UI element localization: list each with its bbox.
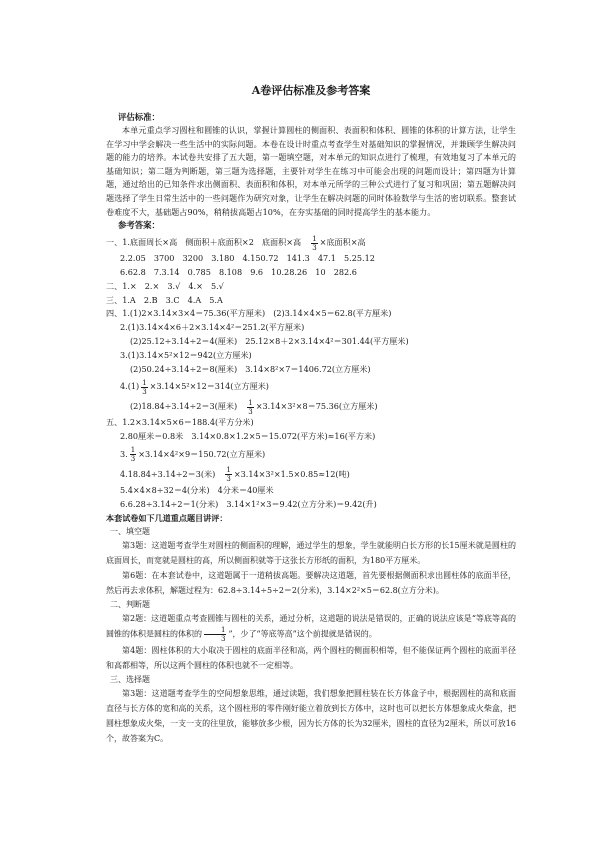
answer-5-2: 2.80厘米＝0.8米 3.14×0.8×1.2×5＝15.072(平方米)≈16(平方米) (120, 431, 376, 442)
fraction: $\frac{1}{3}$ (204, 626, 226, 643)
answer-4-3b: (2)50.24÷3.14÷2＝8(厘米) 3.14×8²×7＝1406.72(立方厘米) (130, 363, 371, 374)
answer-4-3a: 3.(1)3.14×5²×12＝942(立方厘米) (120, 349, 252, 360)
answer-5-3: 3. $\frac{1}{3}$ ×3.14×4²×9＝150.72(立方厘米) (120, 446, 266, 464)
criteria-heading: 评估标准： (118, 112, 160, 122)
section-choice: 三、选择题 (110, 675, 150, 685)
section-fill-blank: 一、填空题 (110, 527, 150, 537)
answer-5-5: 5.4×4×8÷32＝4(分米) 4分米＝40厘米 (120, 484, 274, 495)
answer-1-2: 2.2.05 3700 3200 3.180 4.150.72 141.3 47.1 5.25.12 (120, 253, 375, 264)
answer-5-6: 6.6.28÷3.14÷2＝1(分米) 3.14×1²×3＝9.42(立方分米)＝9.42(升) (120, 498, 377, 509)
answer-4-1: 四、1.(1)2×3.14×3×4＝75.36(平方厘米) (2)3.14×4×5＝62.8(平方厘米) (106, 308, 392, 319)
answer-3: 三、1.A 2.B 3.C 4.A 5.A (106, 294, 223, 305)
answer-5-1: 五、1.2×3.14×5×6＝188.4(平方分米) (106, 417, 254, 428)
section-judgement: 二、判断题 (110, 600, 150, 610)
answer-5-4: 4.18.84÷3.14÷2＝3(米) $\frac{1}{3}$ ×3.14×3²×1.5×0.85≈12(吨) (120, 466, 350, 484)
commentary-q3: 第3题：这道题考查学生对圆柱的侧面积的理解，通过学生的想象，学生就能明白长方形的长15厘米就是圆柱的底面周长，而宽就是圆柱的高，所以侧面积就等于这张长方形纸的面积，为180平方厘米。 (106, 541, 516, 566)
answer-4-2b: (2)25.12÷3.14÷2＝4(厘米) 25.12×8＋2×3.14×4²＝301.44(平方厘米) (130, 335, 409, 346)
fraction: $\frac{1}{3}$ (130, 446, 136, 464)
answer-2: 二、1.× 2.× 3.√ 4.× 5.√ (106, 280, 224, 291)
answer-page (106, 82, 516, 746)
answer-1-1: 一、1.底面周长×高 侧面积＋底面积×2 底面积×高 $\frac{1}{3}$ ×底面积×高 (106, 234, 366, 252)
page-title: A卷评估标准及参考答案 (251, 84, 371, 97)
fraction: $\frac{1}{3}$ (248, 398, 253, 416)
answer-1-3: 6.62.8 7.3.14 0.785 8.108 9.6 10.28.26 10 282.6 (120, 266, 357, 277)
answer-4-4a: 4.(1) $\frac{1}{3}$ ×3.14×5²×12＝314(立方厘米) (120, 378, 269, 396)
commentary-q6: 第6题：在本套试卷中，这道题属于一道稍拔高题。要解决这道题，首先要根据侧面积求出圆柱体的底面半径，然后再去求体积，解题过程为：62.8÷3.14÷5÷2＝2(分米)，3.14×2²×5＝62.8(立方分米)。 (106, 571, 516, 596)
fraction: $\frac{1}{3}$ (142, 378, 147, 396)
answers-heading: 参考答案： (118, 220, 160, 231)
answer-4-2a: 2.(1)3.14×4×6＋2×3.14×4²＝251.2(平方厘米) (120, 322, 305, 333)
answer-4-4b: (2)18.84÷3.14÷2＝3(厘米) $\frac{1}{3}$ ×3.14×3²×8＝75.36(立方厘米) (130, 398, 378, 416)
commentary-judge-4: 第4题：圆柱体积的大小取决于圆柱的底面半径和高，两个圆柱的侧面积相等，但不能保证两个圆柱的底面半径和高都相等，所以这两个圆柱的体积也就不一定相等。 (106, 646, 516, 671)
fraction: $\frac{1}{3}$ (226, 466, 231, 484)
commentary-heading: 本套试卷如下几道重点题目讲评： (106, 512, 228, 523)
commentary-judge-2: 第2题：这道题重点考查圆锥与圆柱的关系，通过分析，这道题的说法是错误的，正确的说法应该是“等底等高的圆锥的体积是圆柱的体积的 $\frac{1}{3}$ ”，少了“等底等高”这个前提就是错误的。 (106, 614, 516, 644)
fraction: $\frac{1}{3}$ (312, 234, 317, 252)
commentary-choice-3: 第3题：这道题考查学生的空间想象思维，通过读题，我们想象把圆柱装在长方体盒子中，根据圆柱的高和底面直径与长方体的宽和高的关系，这个圆柱形的零件刚好能立着放到长方体中，这时也可以把长方体想象成火柴盒，把圆柱想象成火柴，一支一支的往里放，能够放多少根，因为长方体的长为32厘米，圆柱的直径为2厘米，所以可放16个，故答案为C。 (106, 689, 516, 744)
criteria-text: 本单元重点学习圆柱和圆锥的认识，掌握计算圆柱的侧面积、表面积和体积、圆锥的体积的计算方法，让学生在学习中学会解决一些生活中的实际问题。本卷在设计时重点考查学生对基础知识的掌握情况，并兼顾学生解决问题的能力的培养。本试卷共安排了五大题，第一题填空题，对本单元的知识点进行了梳理，有效地复习了本单元的基础知识；第二题为判断题，第三题为选择题，主要针对学生在练习中可能会出现的问题而设计；第四题为计算题，通过给出的已知条件求出侧面积、表面积和体积，对本单元所学的三种公式进行了复习和巩固；第五题解决问题选择了学生日常生活中的一些问题作为研究对象，让学生在解决问题的同时体验数学与生活的密切联系。整套试卷难度不大，基础题占90%，稍稍拔高题占10%，在夯实基础的同时提高学生的基本能力。 (106, 125, 516, 217)
